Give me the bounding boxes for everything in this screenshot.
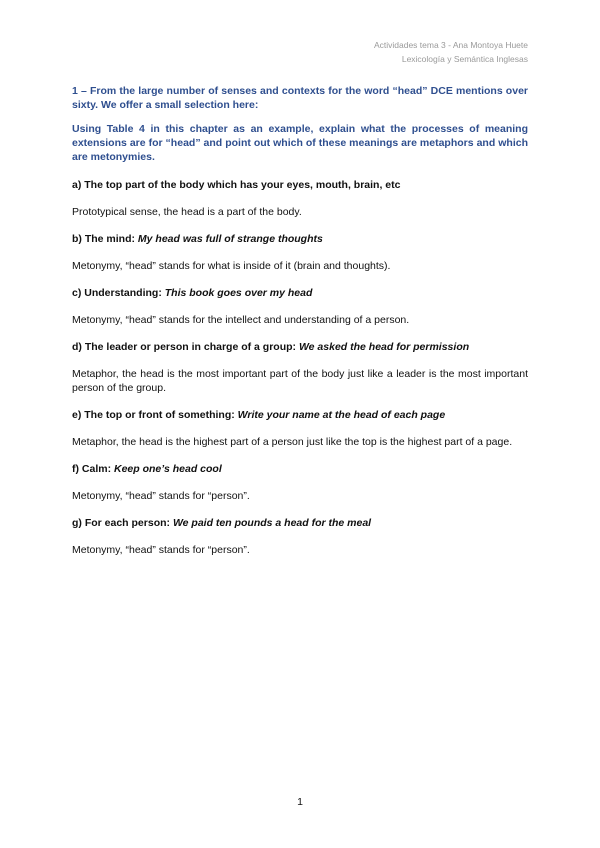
item-c-label: c) Understanding:	[72, 287, 165, 299]
item-e-answer: Metaphor, the head is the highest part of a person just like the top is the highest part of a page.	[72, 436, 513, 448]
item-c-answer: Metonymy, “head” stands for the intellect and understanding of a person.	[72, 314, 410, 326]
question-paragraph-1: 1 – From the large number of senses and contexts for the word “head” DCE mentions over sixty. We offer a small selection here:	[72, 85, 528, 111]
item-d-answer: Metaphor, the head is the most important part of the body just like a leader is the most important person of the group.	[72, 368, 528, 394]
item-g-label: g) For each person:	[72, 517, 173, 529]
item-f-heading	[72, 462, 528, 476]
page-content	[72, 84, 528, 570]
item-a-answer: Prototypical sense, the head is a part of the body.	[72, 206, 302, 218]
item-b-label: b) The mind:	[72, 233, 138, 245]
item-f-answer: Metonymy, “head” stands for “person”.	[72, 490, 250, 502]
item-d-example: We asked the head for permission	[298, 341, 470, 353]
item-f-label: f) Calm:	[72, 463, 114, 475]
item-g-example: We paid ten pounds a head for the meal	[172, 517, 372, 529]
item-a-label: a) The top part of the body which has your eyes, mouth, brain, etc	[72, 179, 401, 191]
item-a-heading	[72, 178, 528, 192]
item-g-answer: Metonymy, “head” stands for “person”.	[72, 544, 250, 556]
item-g-heading	[72, 516, 528, 530]
header-line-1: Actividades tema 3 - Ana Montoya Huete	[373, 40, 528, 50]
item-f-example: Keep one’s head cool	[114, 463, 222, 475]
question-paragraph-2: Using Table 4 in this chapter as an example, explain what the processes of meaning extensions are for “head” and point out which of these meanings are metaphors and which are metonymies.	[72, 123, 528, 163]
item-e-label: e) The top or front of something:	[72, 409, 238, 421]
item-b-answer: Metonymy, “head” stands for what is inside of it (brain and thoughts).	[72, 260, 391, 272]
item-e-example: Write your name at the head of each page	[237, 409, 446, 421]
page-header	[374, 38, 528, 66]
item-b-example: My head was full of strange thoughts	[137, 233, 323, 245]
item-d-heading	[72, 340, 528, 354]
item-e-heading	[72, 408, 528, 422]
item-c-example: This book goes over my head	[164, 287, 313, 299]
page-number: 1	[297, 796, 303, 808]
item-b-heading	[72, 232, 528, 246]
item-d-label: d) The leader or person in charge of a group:	[72, 341, 299, 353]
header-line-2: Lexicología y Semántica Inglesas	[401, 54, 528, 64]
item-c-heading	[72, 286, 528, 300]
